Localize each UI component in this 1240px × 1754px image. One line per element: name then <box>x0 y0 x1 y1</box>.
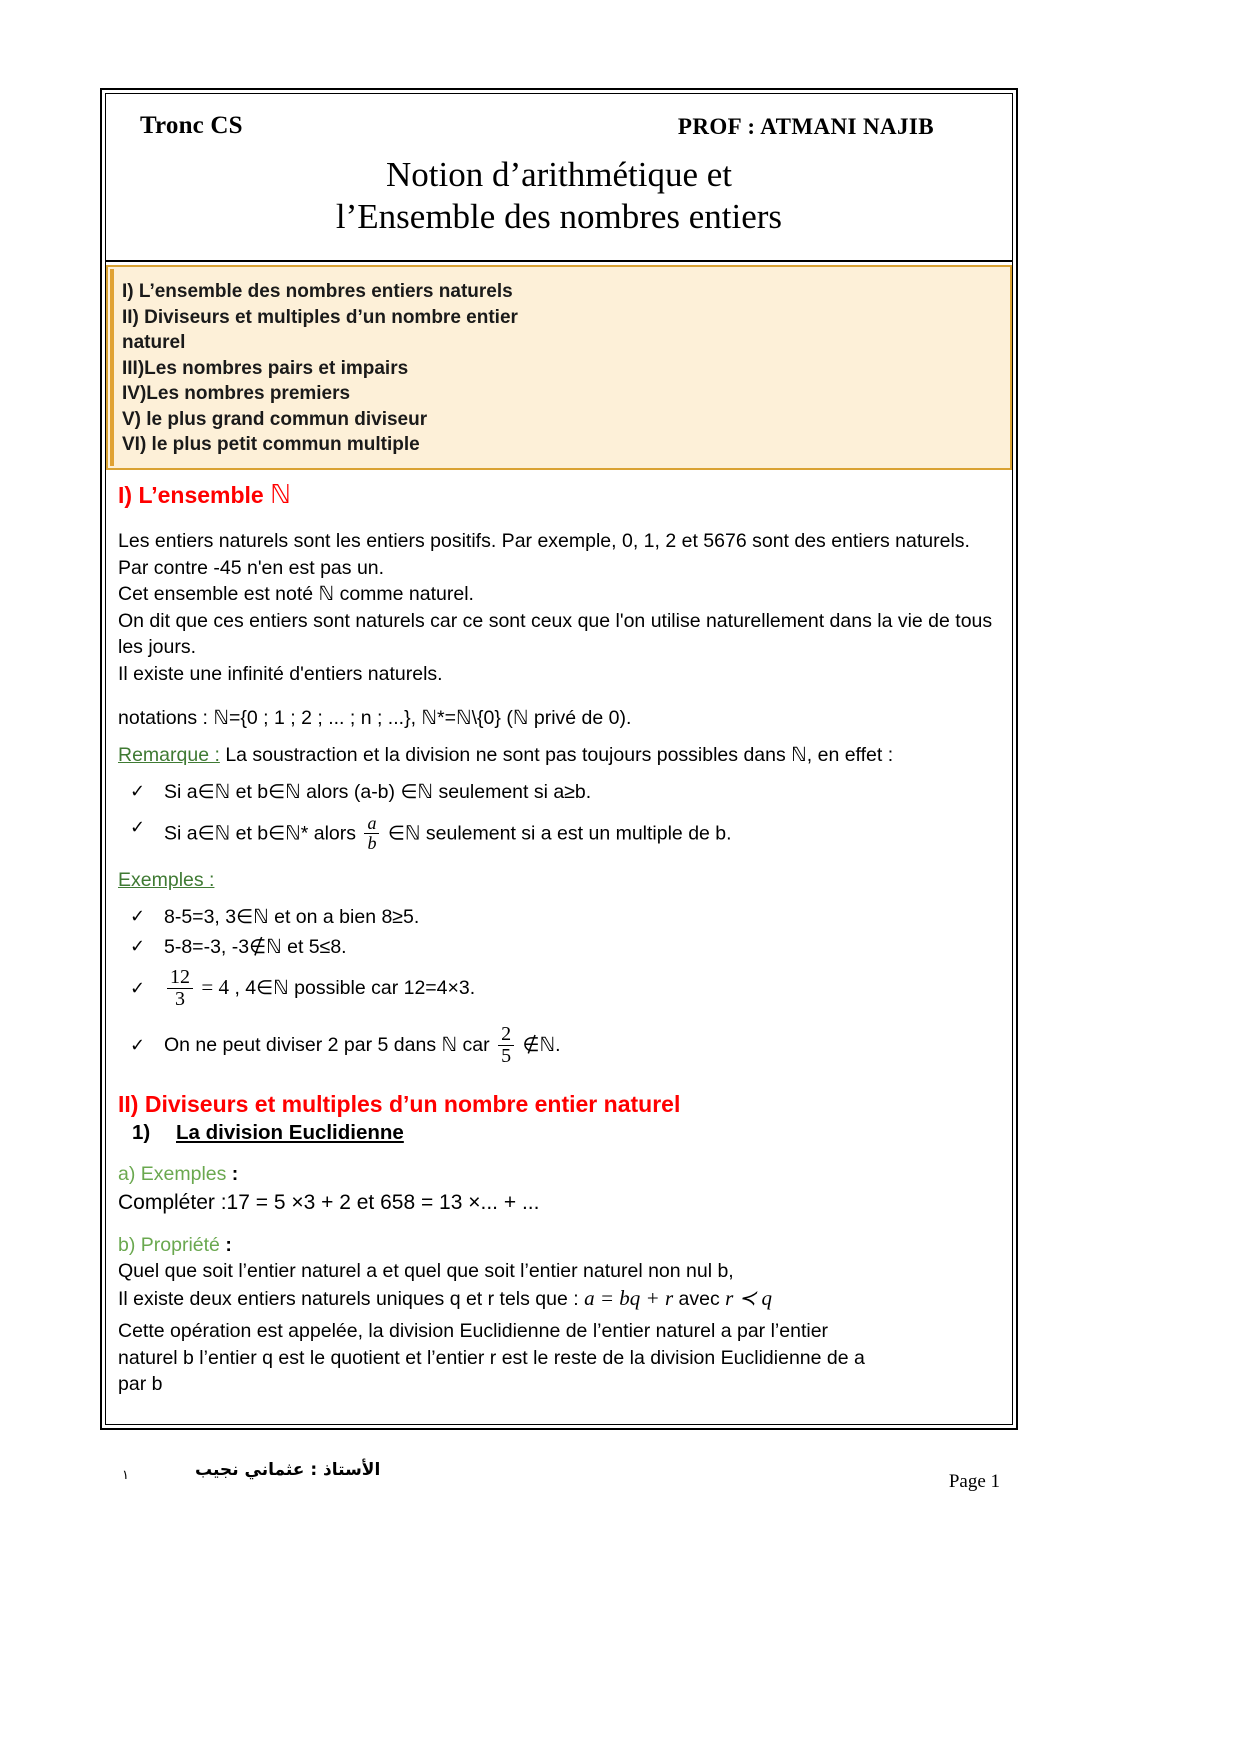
a-exemples-colon: : <box>231 1163 239 1186</box>
footer-number: ١ <box>122 1467 129 1482</box>
fraction-numerator: 2 <box>501 1023 512 1046</box>
rules-list <box>118 778 1003 853</box>
b-propriete-colon: : <box>225 1233 232 1256</box>
remarque-paragraph <box>118 742 1003 769</box>
b-propriete-heading <box>118 1232 1003 1259</box>
toc-item: VI) le plus petit commun multiple <box>122 434 420 455</box>
a-formula: Compléter :17 = 5 ×3 + 2 et 658 = 13 ×... + ... <box>118 1190 540 1214</box>
checkmark-icon: ✓ <box>130 1035 146 1057</box>
list-item <box>118 967 1003 1010</box>
notations-line: notations : ℕ={0 ; 1 ; 2 ; ... ; n ; ...}, ℕ*=ℕ\{0} (ℕ privé de 0). <box>118 707 632 729</box>
page-title <box>106 154 1012 238</box>
checkmark-icon: ✓ <box>130 978 146 1000</box>
remainder-condition: r ≺ q <box>725 1285 772 1310</box>
closing-line: Cette opération est appelée, la division Euclidienne de l’entier naturel a par l’entier <box>118 1320 829 1343</box>
paragraph: Les entiers naturels sont les entiers positifs. Par exemple, 0, 1, 2 et 5676 sont des entiers naturels. Par contre -45 n'en est pas un. <box>118 530 970 579</box>
page-title-line1: Notion d’arithmétique et <box>385 155 733 194</box>
section-2-sub1 <box>118 1119 1003 1147</box>
section-1-heading-text: I) L’ensemble <box>118 482 264 508</box>
list-item <box>118 814 1003 853</box>
table-of-contents <box>106 265 1012 470</box>
section-1-heading <box>118 480 1003 510</box>
footer-author-arabic: الأستاذ : عثماني نجيب <box>195 1460 381 1480</box>
document-body <box>118 480 1003 1398</box>
rule-text: Si a∈ℕ et b∈ℕ alors (a-b) ∈ℕ seulement si a≥b. <box>164 781 592 803</box>
sub1-title: La division Euclidienne <box>176 1121 404 1145</box>
list-item <box>118 1024 1003 1067</box>
toc-item: V) le plus grand commun diviseur <box>122 408 428 430</box>
fraction-numerator: 12 <box>170 966 190 989</box>
a-exemples-label: a) Exemples <box>118 1163 227 1186</box>
example-text-before: On ne peut diviser 2 par 5 dans ℕ car <box>164 1034 490 1057</box>
closing-line: par b <box>118 1373 163 1396</box>
fraction-numerator: a <box>367 813 377 833</box>
example-text: 5-8=-3, -3∉ℕ et 5≤8. <box>164 936 347 959</box>
list-item <box>118 778 1003 806</box>
toc-item: IV)Les nombres premiers <box>122 383 351 404</box>
euclidean-formula: a = bq + r <box>584 1285 674 1310</box>
b-line: Quel que soit l’entier naturel a et quel que soit l’entier naturel non nul b, <box>118 1260 734 1283</box>
document-header <box>106 94 1012 262</box>
footer-page-number: Page 1 <box>948 1471 1000 1492</box>
example-equals: = 4 <box>201 975 230 1000</box>
fraction-denominator: 5 <box>498 1045 514 1067</box>
checkmark-icon: ✓ <box>130 781 146 802</box>
toc-item: I) L’ensemble des nombres entiers naturels <box>122 281 513 302</box>
b-line-text: Il existe deux entiers naturels uniques q et r tels que : <box>118 1287 579 1310</box>
a-exemples-heading <box>118 1161 1003 1188</box>
page-title-line2: l’Ensemble des nombres entiers <box>335 197 783 236</box>
example-text: 8-5=3, 3∈ℕ et on a bien 8≥5. <box>164 906 420 929</box>
natural-numbers-symbol: ℕ <box>270 480 291 509</box>
remarque-label: Remarque : <box>118 743 220 766</box>
fraction-12-over-3 <box>167 967 193 1010</box>
paragraph: Il existe une infinité d'entiers naturels. <box>118 662 443 685</box>
fraction-2-over-5 <box>498 1024 514 1067</box>
list-item <box>118 903 1003 931</box>
section-2-heading: II) Diviseurs et multiples d’un nombre entier naturel <box>118 1091 681 1118</box>
professor-label: PROF : ATMANI NAJIB <box>677 114 934 139</box>
closing-line: naturel b l’entier q est le quotient et l’entier r est le reste de la division Euclidienne de a <box>118 1346 865 1369</box>
exemples-label: Exemples : <box>118 868 215 891</box>
examples-list <box>118 903 1003 1067</box>
toc-item: II) Diviseurs et multiples d’un nombre entier <box>122 306 518 328</box>
checkmark-icon: ✓ <box>130 906 146 928</box>
rule-text-after: ∈ℕ seulement si a est un multiple de b. <box>387 822 732 845</box>
formula-connector: avec <box>678 1287 720 1310</box>
fraction-denominator: b <box>364 833 379 853</box>
example-text-after: ∉ℕ. <box>522 1034 561 1057</box>
toc-item: naturel <box>122 332 186 353</box>
b-line-with-formula <box>118 1285 1003 1313</box>
course-label: Tronc CS <box>140 112 243 139</box>
paragraph: Cet ensemble est noté ℕ comme naturel. <box>118 583 474 605</box>
sub1-number: 1) <box>132 1121 151 1145</box>
checkmark-icon: ✓ <box>130 817 146 838</box>
paragraph: On dit que ces entiers sont naturels car ce sont ceux que l'on utilise naturellement dans la vie de tous les jours. <box>118 609 993 658</box>
toc-item: III)Les nombres pairs et impairs <box>122 357 409 379</box>
toc-accent-bar <box>110 269 114 466</box>
list-item <box>118 933 1003 961</box>
document-footer <box>100 1455 1018 1515</box>
fraction-a-over-b <box>364 814 379 853</box>
remarque-text: La soustraction et la division ne sont pas toujours possibles dans ℕ, en effet : <box>225 743 894 766</box>
rule-text-before: Si a∈ℕ et b∈ℕ* alors <box>164 822 357 845</box>
b-propriete-label: b) Propriété <box>118 1233 220 1256</box>
checkmark-icon: ✓ <box>130 936 146 958</box>
fraction-denominator: 3 <box>167 988 193 1010</box>
exemples-heading <box>118 867 1003 894</box>
example-text-after: , 4∈ℕ possible car 12=4×3. <box>234 977 476 1000</box>
